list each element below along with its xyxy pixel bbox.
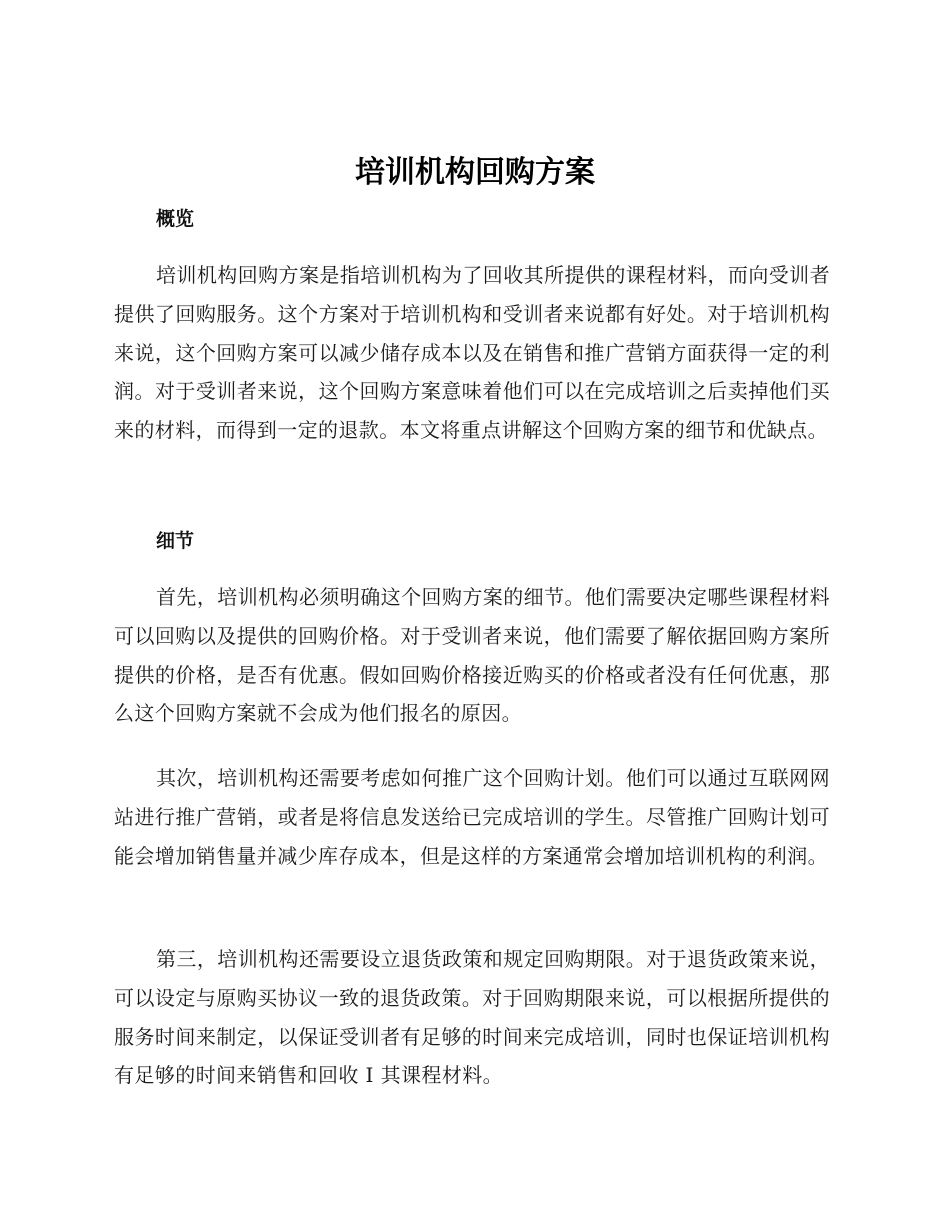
document-title: 培训机构回购方案 — [355, 155, 595, 190]
paragraph-details-2: 其次，培训机构还需要考虑如何推广这个回购计划。他们可以通过互联网网站进行推广营销，或者是将信息发送给已完成培训的学生。尽管推广回购计划可能会增加销售量并减少库存成本，但是这样的方案通常会增加培训机构的利润。 — [114, 766, 830, 868]
paragraph-overview: 培训机构回购方案是指培训机构为了回收其所提供的课程材料，而向受训者提供了回购服务。这个方案对于培训机构和受训者来说都有好处。对于培训机构来说，这个回购方案可以减少储存成本以及在销售和推广营销方面获得一定的利润。对于受训者来说，这个回购方案意味着他们可以在完成培训之后卖掉他们买来的材料，而得到一定的退款。本文将重点讲解这个回购方案的细节和优缺点。 — [114, 263, 830, 443]
paragraph-details-1: 首先，培训机构必须明确这个回购方案的细节。他们需要决定哪些课程材料可以回购以及提供的回购价格。对于受训者来说，他们需要了解依据回购方案所提供的价格，是否有优惠。假如回购价格接近购买的价格或者没有任何优惠，那么这个回购方案就不会成为他们报名的原因。 — [114, 585, 830, 726]
section-heading-details: 细节 — [156, 530, 195, 552]
section-heading-overview: 概览 — [156, 208, 195, 230]
paragraph-details-3: 第三，培训机构还需要设立退货政策和规定回购期限。对于退货政策来说，可以设定与原购买协议一致的退货政策。对于回购期限来说，可以根据所提供的服务时间来制定，以保证受训者有足够的时间来完成培训，同时也保证培训机构有足够的时间来销售和回收 I 其课程材料。 — [114, 947, 830, 1088]
